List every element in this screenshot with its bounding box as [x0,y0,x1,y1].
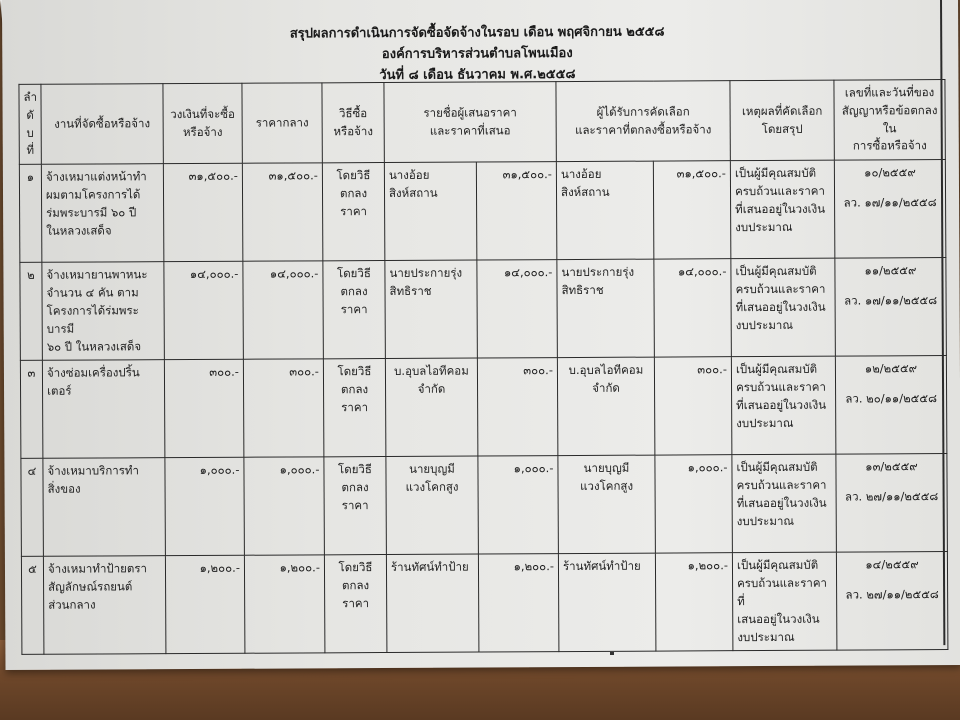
col-header-budget: วงเงินที่จะซื้อ หรือจ้าง [163,83,242,164]
row-median: ๑,๐๐๐.- [244,457,325,555]
row-method: โดยวิธี ตกลง ราคา [322,163,385,261]
row-contract: ๑๓/๒๕๕๙ ลว. ๒๗/๑๑/๒๕๕๘ [836,454,948,553]
row-method: โดยวิธี ตกลง ราคา [324,555,387,653]
table-row [20,258,947,361]
col-header-selected: ผู้ได้รับการคัดเลือก และราคาที่ตกลงซื้อหรือจ้าง [556,81,730,162]
row-median: ๑๔,๐๐๐.- [243,261,324,359]
row-selected-price: ๓๑,๕๐๐.- [653,161,731,259]
row-median: ๑,๒๐๐.- [244,555,325,653]
row-budget: ๓๑,๕๐๐.- [163,163,243,261]
row-bidder-name: นายบุญมี แวงโคกสูง [386,456,479,554]
row-selected-name: นายบุญมี แวงโคกสูง [558,455,656,554]
row-reason: เป็นผู้มีคุณสมบัติ ครบถ้วนและราคา ที่เสนออยู่ในวงเงิน งบประมาณ [732,454,837,553]
col-header-bidders: รายชื่อผู้เสนอราคา และราคาที่เสนอ [384,82,556,163]
row-contract: ๑๒/๒๕๕๙ ลว. ๒๐/๑๑/๒๕๕๘ [835,356,947,455]
row-number: ๔ [21,459,44,557]
col-header-no: ลำดับ ที่ [19,84,41,164]
row-reason: เป็นผู้มีคุณสมบัติ ครบถ้วนและราคา ที่เสนออยู่ในวงเงิน งบประมาณ [731,356,836,455]
paper-speck [610,652,614,655]
row-bidder-name: นางอ้อย สิงห์สถาน [384,162,477,260]
col-header-contract: เลขที่และวันที่ของ สัญญาหรือข้อตกลงใน การซื้อหรือจ้าง [834,80,945,161]
row-selected-name: นายประกายรุ่ง สิทธิราช [557,259,655,358]
row-bidder-price: ๑,๒๐๐.- [478,554,559,652]
report-title: สรุปผลการดำเนินการจัดซื้อจัดจ้างในรอบ เดือน พฤศจิกายน ๒๕๕๘ [289,24,665,42]
organization-name: องค์การบริหารส่วนตำบลโพนเมือง [381,46,573,63]
procurement-table [18,79,948,655]
row-number: ๕ [21,557,44,655]
table-row [21,454,948,557]
row-selected-price: ๑,๐๐๐.- [655,455,733,553]
row-contract: ๑๐/๒๕๕๙ ลว. ๑๗/๑๑/๒๕๕๘ [834,160,946,259]
row-selected-price: ๑๔,๐๐๐.- [654,259,732,357]
row-selected-price: ๑,๒๐๐.- [655,553,733,651]
row-reason: เป็นผู้มีคุณสมบัติ ครบถ้วนและราคา ที่เสนออยู่ในวงเงิน งบประมาณ [730,160,835,259]
col-header-method: วิธีซื้อ หรือจ้าง [322,83,384,164]
report-date: วันที่ ๘ เดือน ธันวาคม พ.ศ.๒๕๕๘ [379,66,576,84]
row-median: ๓๐๐.- [243,359,324,457]
row-median: ๓๑,๕๐๐.- [242,163,323,261]
row-selected-name: นางอ้อย สิงห์สถาน [556,161,654,260]
table-header-row [19,80,945,165]
col-header-item: งานที่จัดซื้อหรือจ้าง [41,84,163,165]
row-item: จ้างเหมาบริการทำ สิ่งของ [43,458,166,557]
col-header-reason: เหตุผลที่คัดเลือก โดยสรุป [730,80,834,161]
row-bidder-price: ๑๔,๐๐๐.- [477,260,558,358]
row-bidder-price: ๓๑,๕๐๐.- [476,162,557,260]
row-budget: ๑,๐๐๐.- [165,458,245,556]
row-number: ๒ [20,263,43,361]
row-budget: ๑,๒๐๐.- [165,556,245,654]
row-selected-price: ๓๐๐.- [654,357,732,455]
row-number: ๑ [19,165,42,263]
row-method: โดยวิธี ตกลง ราคา [323,261,386,359]
row-contract: ๑๑/๒๕๕๙ ลว. ๑๗/๑๑/๒๕๕๘ [835,258,947,357]
row-bidder-name: นายประกายรุ่ง สิทธิราช [385,260,478,359]
row-bidder-name: ร้านทัศน์ทำป้าย [386,554,479,653]
row-bidder-name: บ.อุบลไอทีคอม จำกัด [385,358,478,456]
row-method: โดยวิธี ตกลง ราคา [324,457,387,555]
row-reason: เป็นผู้มีคุณสมบัติ ครบถ้วนและราคาที่ เสนออยู่ในวงเงิน งบประมาณ [732,552,837,651]
report-sheet [2,0,960,670]
table-row [21,552,948,655]
row-reason: เป็นผู้มีคุณสมบัติ ครบถ้วนและราคา ที่เสนออยู่ในวงเงิน งบประมาณ [731,258,836,357]
row-budget: ๑๔,๐๐๐.- [164,261,244,359]
row-method: โดยวิธี ตกลง ราคา [323,359,386,457]
row-selected-name: ร้านทัศน์ทำป้าย [558,553,656,652]
row-item: จ้างเหมาทำป้ายตรา สัญลักษณ์รถยนต์ ส่วนกลาง [43,556,166,655]
table-row [20,356,947,459]
row-item: จ้างซ่อมเครื่องปริ้น เตอร์ [42,360,165,459]
row-bidder-price: ๓๐๐.- [477,358,558,456]
row-bidder-price: ๑,๐๐๐.- [478,456,559,554]
row-selected-name: บ.อุบลไอทีคอม จำกัด [557,357,655,456]
row-contract: ๑๔/๒๕๕๙ ลว. ๒๗/๑๑/๒๕๕๘ [836,552,948,651]
table-row [19,160,946,263]
col-header-median: ราคากลาง [242,83,322,164]
row-number: ๓ [20,361,43,459]
row-budget: ๓๐๐.- [164,360,244,458]
row-item: จ้างเหมายานพาหนะ จำนวน ๔ คัน ตาม โครงการได้ร่มพระบารมี ๖๐ ปี ในหลวงเสด็จ [42,262,165,361]
row-item: จ้างเหมาแต่งหน้าทำ ผมตามโครงการได้ ร่มพระบารมี ๖๐ ปี ในหลวงเสด็จ [41,164,164,263]
